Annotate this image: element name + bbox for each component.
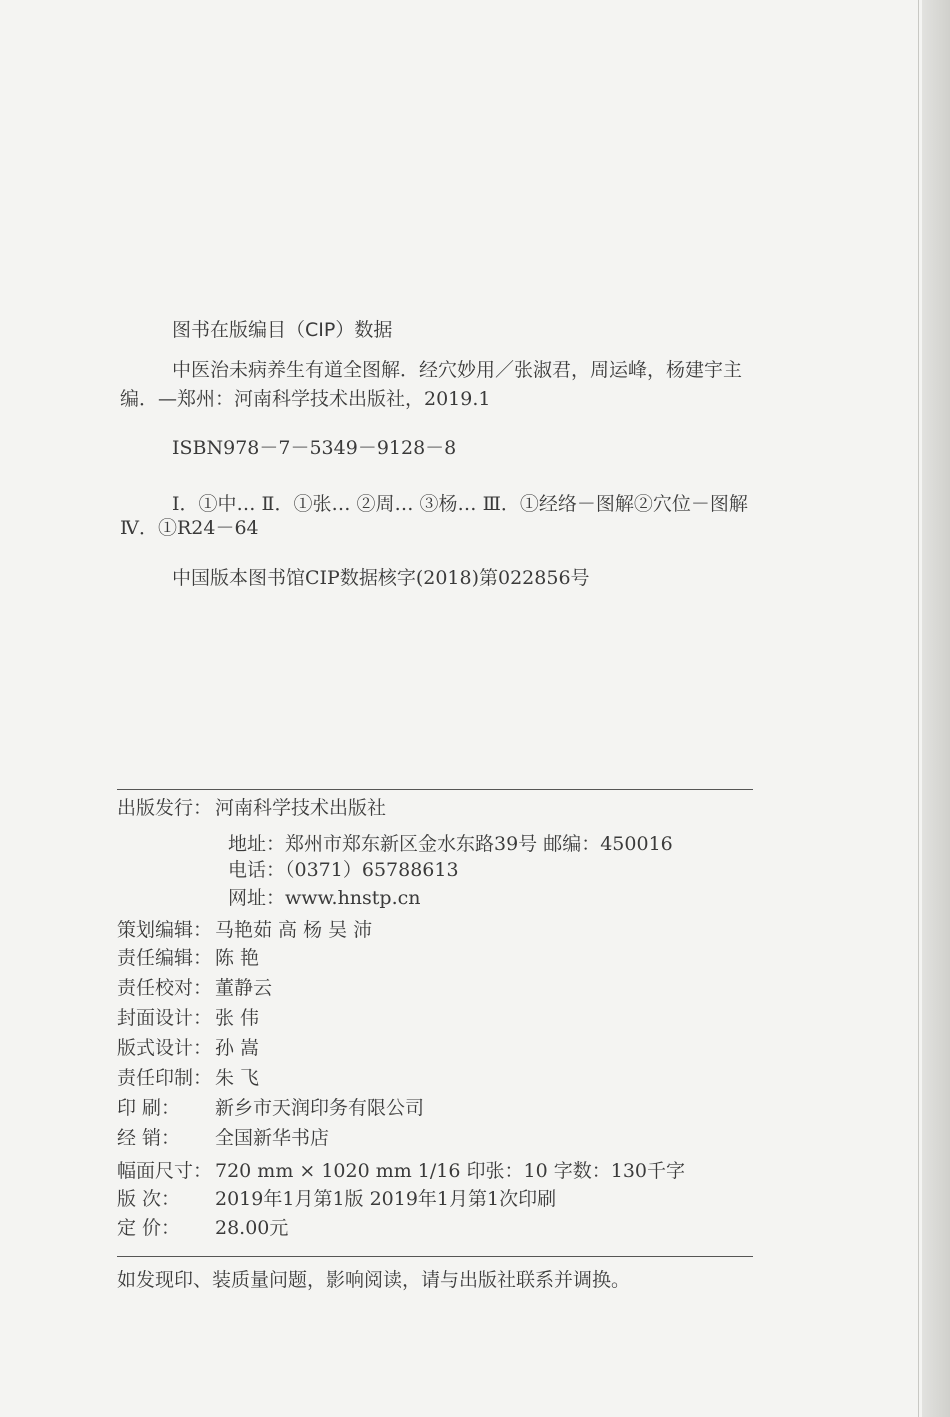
cip-approval-number: 中国版本图书馆CIP数据核字(2018)第022856号 — [172, 567, 590, 589]
publisher-phone: 电话：（0371）65788613 — [228, 859, 459, 881]
credit-row — [117, 918, 372, 942]
credit-row — [117, 976, 272, 1000]
publisher-label: 出版发行： — [117, 797, 213, 819]
top-divider — [117, 789, 753, 790]
cip-classification-line-1: Ⅰ．①中… Ⅱ．①张… ②周… ③杨… Ⅲ．①经络－图解②穴位－图解 — [172, 493, 748, 515]
cip-classification-line-2: Ⅳ．①R24－64 — [120, 517, 259, 539]
credit-value: 张 伟 — [215, 1007, 260, 1029]
credit-label: 责任编辑： — [117, 947, 213, 969]
credit-value: 2019年1月第1版 2019年1月第1次印刷 — [215, 1188, 557, 1210]
credit-value: 孙 嵩 — [215, 1037, 260, 1059]
credit-label: 印 刷： — [117, 1097, 181, 1119]
publisher-address: 地址：郑州市郑东新区金水东路39号 邮编：450016 — [228, 833, 673, 855]
cip-title-line-1: 中医治未病养生有道全图解．经穴妙用／张淑君，周运峰，杨建宇主 — [172, 359, 743, 381]
credit-value: 董静云 — [215, 977, 273, 999]
credit-row — [117, 1006, 259, 1030]
credit-value: 新乡市天润印务有限公司 — [215, 1097, 425, 1119]
publisher-row — [117, 796, 386, 820]
credit-row — [117, 1066, 259, 1090]
quality-notice: 如发现印、装质量问题，影响阅读，请与出版社联系并调换。 — [117, 1269, 631, 1291]
credit-value: 朱 飞 — [215, 1067, 260, 1089]
credit-label: 版式设计： — [117, 1037, 213, 1059]
credit-value: 28.00元 — [215, 1217, 289, 1239]
credit-label: 经 销： — [117, 1127, 181, 1149]
page-edge-line — [918, 0, 919, 1417]
credit-value: 陈 艳 — [215, 947, 260, 969]
credit-row — [117, 1096, 424, 1120]
credit-value: 全国新华书店 — [215, 1127, 330, 1149]
credit-value: 马艳茹 高 杨 吴 沛 — [215, 919, 373, 941]
credit-label: 版 次： — [117, 1188, 181, 1210]
page-binding-edge — [922, 0, 950, 1417]
cip-isbn: ISBN978－7－5349－9128－8 — [172, 437, 457, 459]
credit-row — [117, 1159, 685, 1183]
publisher-name: 河南科学技术出版社 — [215, 797, 387, 819]
publisher-website: 网址：www.hnstp.cn — [228, 887, 421, 909]
credit-value: 720 mm × 1020 mm 1/16 印张：10 字数：130千字 — [215, 1160, 685, 1182]
credit-row — [117, 1216, 288, 1240]
credit-label: 策划编辑： — [117, 919, 213, 941]
credit-row — [117, 1036, 259, 1060]
credit-label: 责任印制： — [117, 1067, 213, 1089]
credit-label: 封面设计： — [117, 1007, 213, 1029]
cip-heading: 图书在版编目（CIP）数据 — [172, 319, 393, 341]
credit-label: 定 价： — [117, 1217, 181, 1239]
cip-title-line-2: 编．—郑州：河南科学技术出版社，2019.1 — [120, 388, 491, 410]
credit-label: 责任校对： — [117, 977, 213, 999]
credit-row — [117, 1126, 329, 1150]
credit-row — [117, 946, 259, 970]
bottom-divider — [117, 1256, 753, 1257]
credit-label: 幅面尺寸： — [117, 1160, 213, 1182]
credit-row — [117, 1187, 556, 1211]
